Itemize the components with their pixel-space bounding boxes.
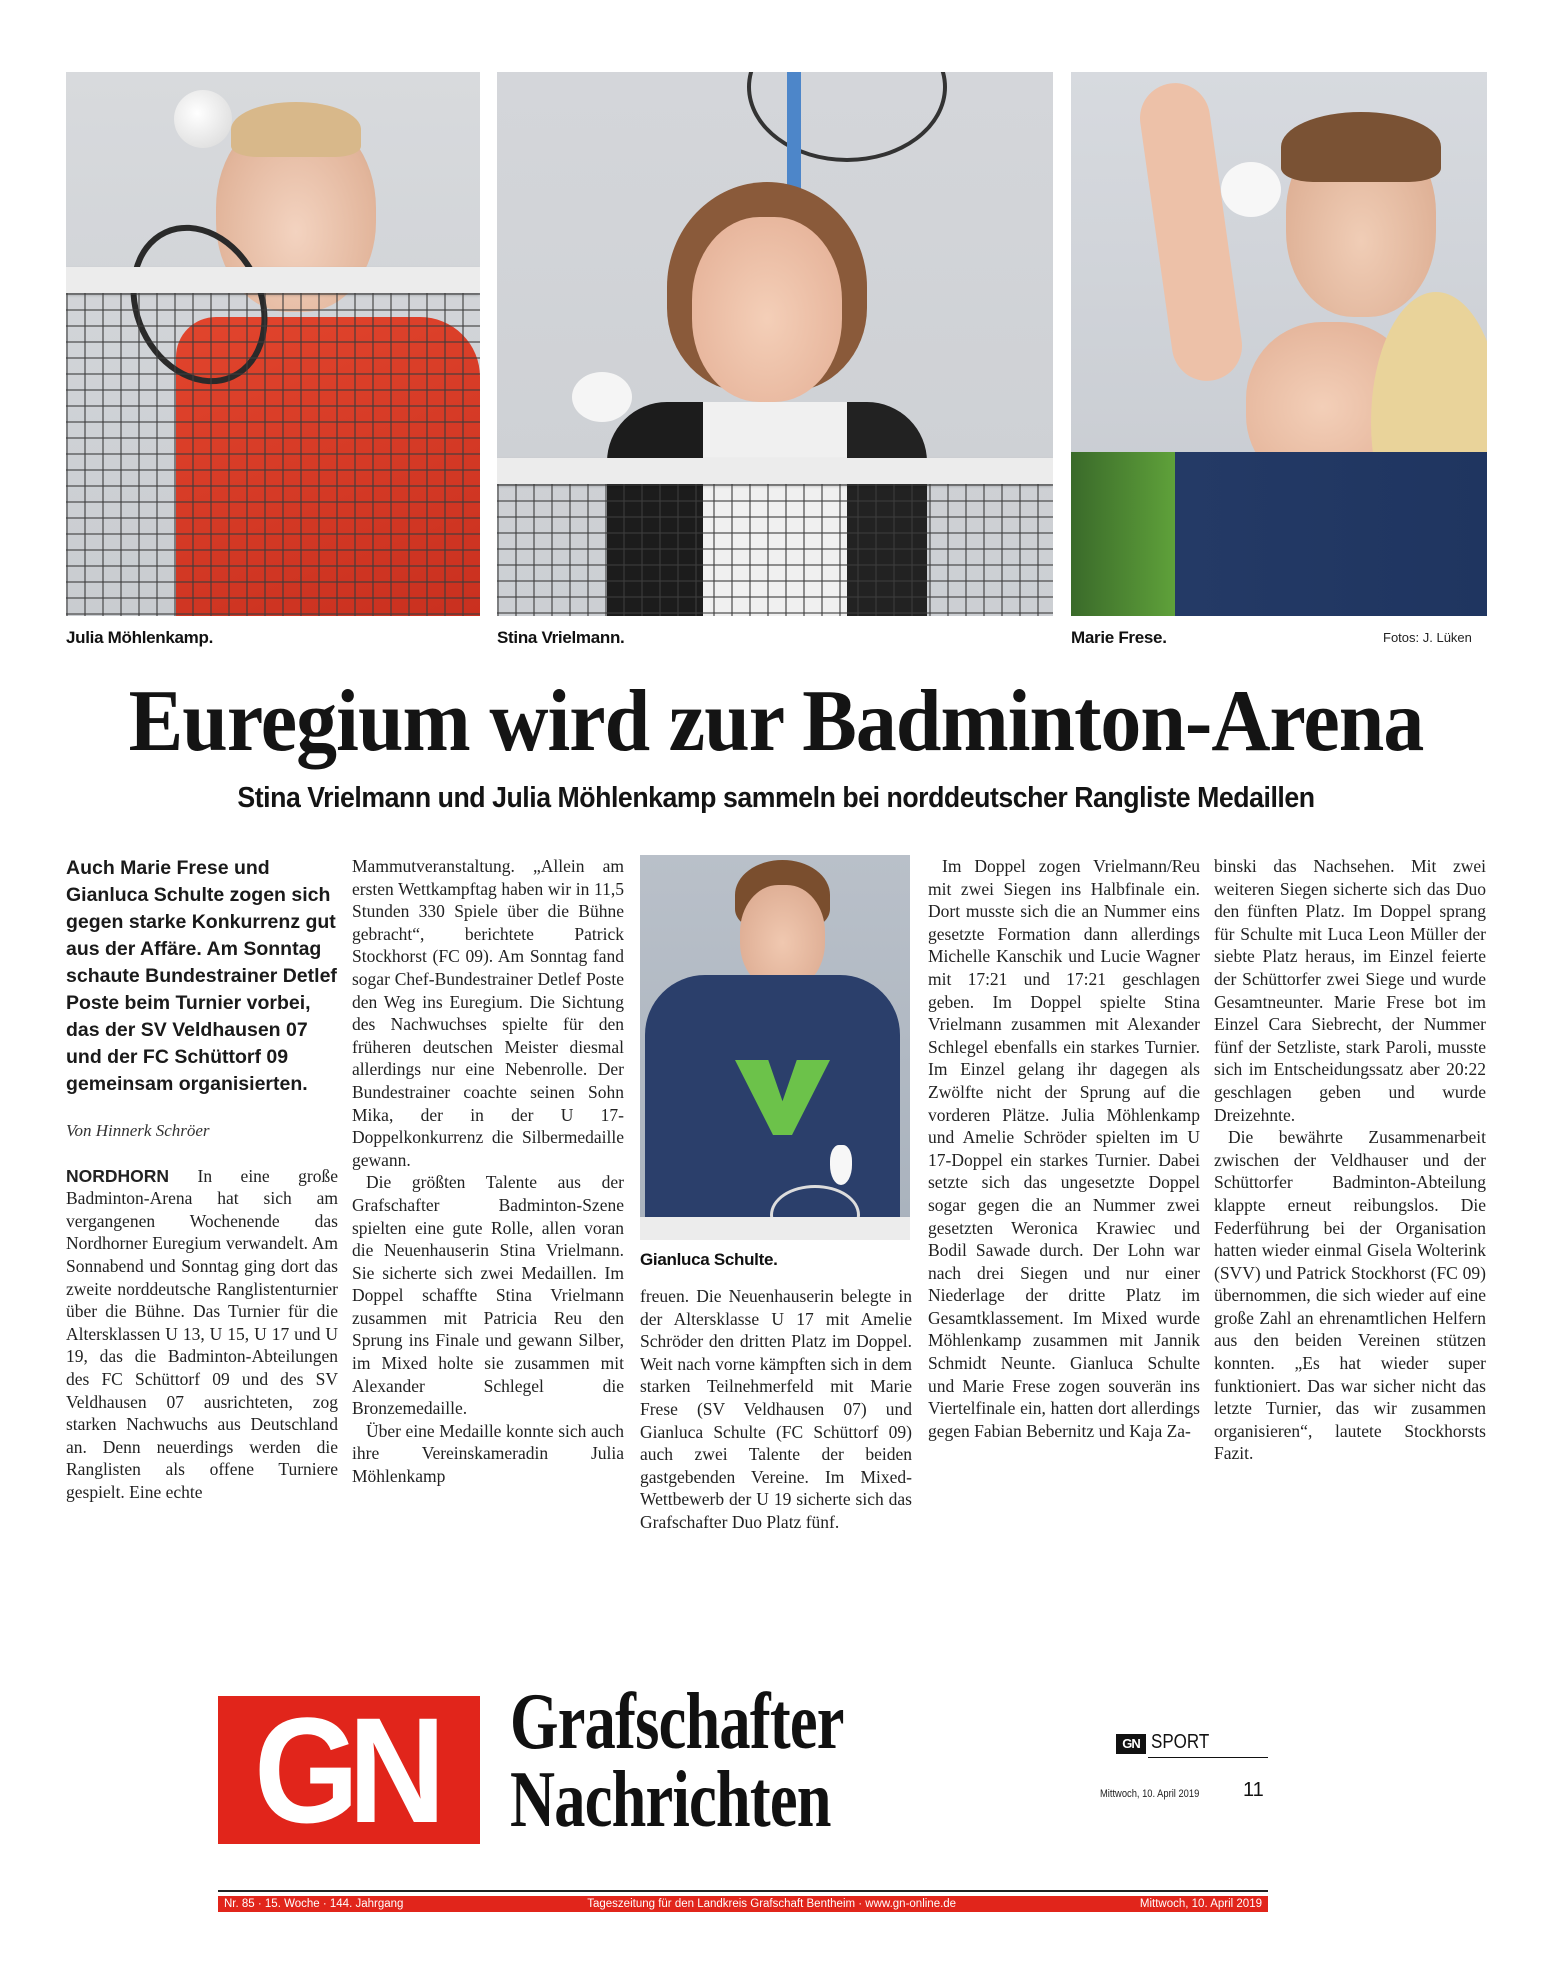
subheadline: Stina Vrielmann und Julia Möhlenkamp sammeln bei norddeutscher Rangliste Medaillen bbox=[237, 782, 1315, 814]
article-paragraph: NORDHORN In eine große Badminton-Arena hat sich am vergangenen Wochenende das Nordhorner Euregium verwandelt. Am Sonnabend und Sonntag ging dort das zweite norddeutsche Ranglistenturnier über die Bühne. Das Turnier für die Altersklassen U 13, U 15, U 17 und U 19, das die Badminton-Abteilungen des FC Schüttorf 09 und des SV Veldhausen 07 ausrichteten, zog starken Nachwuchs aus Deutschland an. Denn neuerdings werden die Ranglisten als offene Turniere gespielt. Eine echte bbox=[66, 1165, 338, 1502]
photo-gianluca-schulte bbox=[640, 855, 910, 1240]
issue-date: Mittwoch, 10. April 2019 bbox=[1100, 1788, 1200, 1800]
photo-caption: Stina Vrielmann. bbox=[497, 628, 625, 647]
photo-caption: Marie Frese. bbox=[1071, 628, 1167, 647]
arm-graphic bbox=[1135, 79, 1246, 386]
article-paragraph: binski das Nachsehen. Mit zwei weiteren Siegen sicherte sich das Duo den fünften Platz. Im Doppel sprang für Schulte mit Luca Leon Müller der siebte Platz heraus, im Einzel feierte der Schüttorfer zwei Siege und wurde Gesamtneunter. Marie Frese bot im Einzel Cara Siebrecht, der Nummer fünf der Setzliste, stark Paroli, musste sich im Entscheidungssatz aber 20:22 geschlagen geben und wurde Dreizehnte. bbox=[1214, 856, 1486, 1125]
tagline: Tageszeitung für den Landkreis Grafschaft Bentheim · www.gn-online.de bbox=[587, 1898, 957, 1910]
section-label: SPORT bbox=[1151, 1731, 1210, 1753]
article-paragraph: freuen. Die Neuenhauserin belegte in der Altersklasse U 17 mit Amelie Schröder den dritten Platz im Doppel. Weit nach vorne kämpften sich in dem starken Teilnehmerfeld mit Marie Frese (SV Veldhausen 07) und Gianluca Schulte (FC Schüttorf 09) auch zwei Talente der beiden gastgebenden Vereine. Im Mixed-Wettbewerb der U 19 sicherte sich das Grafschafter Duo Platz fünf. bbox=[640, 1286, 912, 1532]
net-tape-graphic bbox=[497, 458, 1053, 484]
footer-date: Mittwoch, 10. April 2019 bbox=[1139, 1898, 1262, 1910]
player-hair-graphic bbox=[231, 102, 361, 157]
article-paragraph: Über eine Medaille konnte sich auch ihre Vereinskameradin Julia Möhlenkamp bbox=[352, 1420, 624, 1487]
newspaper-title: Grafschafter Nachrichten bbox=[510, 1678, 844, 1844]
racket-shaft-graphic bbox=[787, 72, 801, 192]
partner-hair-graphic bbox=[1281, 112, 1441, 182]
section-rule bbox=[1148, 1757, 1268, 1758]
dateline: NORDHORN bbox=[66, 1165, 170, 1186]
photo-marie-frese bbox=[1071, 72, 1487, 616]
photo-credit: Fotos: J. Lüken bbox=[1383, 630, 1472, 645]
article-lead: Auch Marie Frese und Gianluca Schulte zogen sich gegen starke Konkurrenz gut aus der Affäre. Am Sonntag schaute Bundestrainer Detlef Poste beim Turnier vorbei, das der SV Veldhausen 07 und der FC Schüttorf 09 gemeinsam organisierten. bbox=[66, 857, 337, 1095]
shuttlecock-graphic bbox=[830, 1145, 852, 1185]
shuttlecock-graphic bbox=[1221, 162, 1281, 217]
article-column-2 bbox=[352, 855, 624, 1488]
gn-section-badge: GN bbox=[1116, 1734, 1146, 1754]
article-paragraph: Die größten Talente aus der Grafschafter Badminton-Szene spielten eine gute Rolle, allen voran die Neuenhauserin Stina Vrielmann. Sie sicherte sich zwei Medaillen. Im Doppel schaffte Stina Vrielmann zusammen mit Patricia Reu den Sprung ins Finale und gewann Silber, im Mixed holte sie zusammen mit Alexander Schlegel die Bronzemedaille. bbox=[352, 1172, 624, 1419]
page-number: 11 bbox=[1243, 1779, 1264, 1801]
net-tape-graphic bbox=[66, 267, 480, 293]
shuttlecock-graphic bbox=[572, 372, 632, 422]
photo-caption: Julia Möhlenkamp. bbox=[66, 628, 213, 647]
racket-frame-graphic bbox=[747, 72, 947, 162]
photo-caption: Gianluca Schulte. bbox=[640, 1250, 778, 1269]
photo-stina-vrielmann bbox=[497, 72, 1053, 616]
shuttlecock-graphic bbox=[174, 90, 232, 148]
headline: Euregium wird zur Badminton-Arena bbox=[128, 673, 1424, 770]
player-face-graphic bbox=[692, 217, 842, 402]
photo-julia-moehlenkamp bbox=[66, 72, 480, 616]
issue-info: Nr. 85 · 15. Woche · 144. Jahrgang bbox=[224, 1898, 404, 1910]
footer-rule bbox=[218, 1890, 1268, 1892]
navy-shirt-graphic bbox=[1071, 452, 1487, 616]
net-graphic bbox=[497, 484, 1053, 616]
gn-logo: GN bbox=[218, 1696, 480, 1844]
article-paragraph: Mammutveranstaltung. „Allein am ersten Wettkampftag haben wir in 11,5 Stunden 330 Spiele über die Bühne gebracht“, berichtete Patrick Stockhorst (FC 09). Am Sonntag fand sogar Chef-Bundestrainer Detlef Poste den Weg ins Euregium. Die Sichtung des Nachwuchses spielte für den früheren deutschen Meister diesmal allerdings nur eine Nebenrolle. Der Bundestrainer coachte seinen Sohn Mika, der in der U 17-Doppelkonkurrenz die Silbermedaille gewann. bbox=[352, 856, 624, 1170]
byline: Von Hinnerk Schröer bbox=[66, 1121, 210, 1140]
net-tape-graphic bbox=[640, 1217, 910, 1240]
article-column-5 bbox=[1214, 855, 1486, 1465]
net-graphic bbox=[66, 293, 480, 616]
article-paragraph: Die bewährte Zusammenarbeit zwischen der Veldhauser und der Schüttorfer Badminton-Abteilung klappte erneut reibungslos. Die Federführung bei der Organisation hatten wieder einmal Gisela Wolterink (SVV) und Patrick Stockhorst (FC 09) übernommen, die sich wieder auf eine große Zahl an ehrenamtlichen Helfern aus den beiden Vereinen stützen konnten. „Es hat wieder super funktioniert. Das war sicher nicht das letzte Turnier, das wir zusammen organisieren“, lautete Stockhorsts Fazit. bbox=[1214, 1127, 1486, 1464]
footer-bar bbox=[218, 1896, 1268, 1912]
article-paragraph: Im Doppel zogen Vrielmann/Reu mit zwei Siegen ins Halbfinale ein. Dort musste sich die an Nummer eins gesetzte Formation dann allerdings Michelle Kanschik und Lucie Wagner mit 17:21 und 17:21 geschlagen geben. Im Doppel spielte Stina Vrielmann zusammen mit Alexander Schlegel ebenfalls ein starkes Turnier. Im Einzel gelang ihr dagegen als Zwölfte nicht der Sprung auf die vorderen Plätze. Julia Möhlenkamp und Amelie Schröder spielten im U 17-Doppel ein starkes Turnier. Dabei setzte sich das ungesetzte Doppel sogar gegen die an Nummer zwei gesetzten Weronica Krawiec und Bodil Sawade durch. Der Lohn war nach drei Siegen und nur einer Niederlage der dritte Platz im Gesamtklassement. Im Mixed wurde Möhlenkamp zusammen mit Jannik Schmidt Neunte. Gianluca Schulte und Marie Frese zogen souverän ins Viertelfinale ein, hatten dort allerdings gegen Fabian Bebernitz und Kaja Za- bbox=[928, 856, 1200, 1441]
article-column-3 bbox=[640, 1285, 912, 1534]
article-column-1 bbox=[66, 855, 338, 1504]
article-column-4 bbox=[928, 855, 1200, 1442]
